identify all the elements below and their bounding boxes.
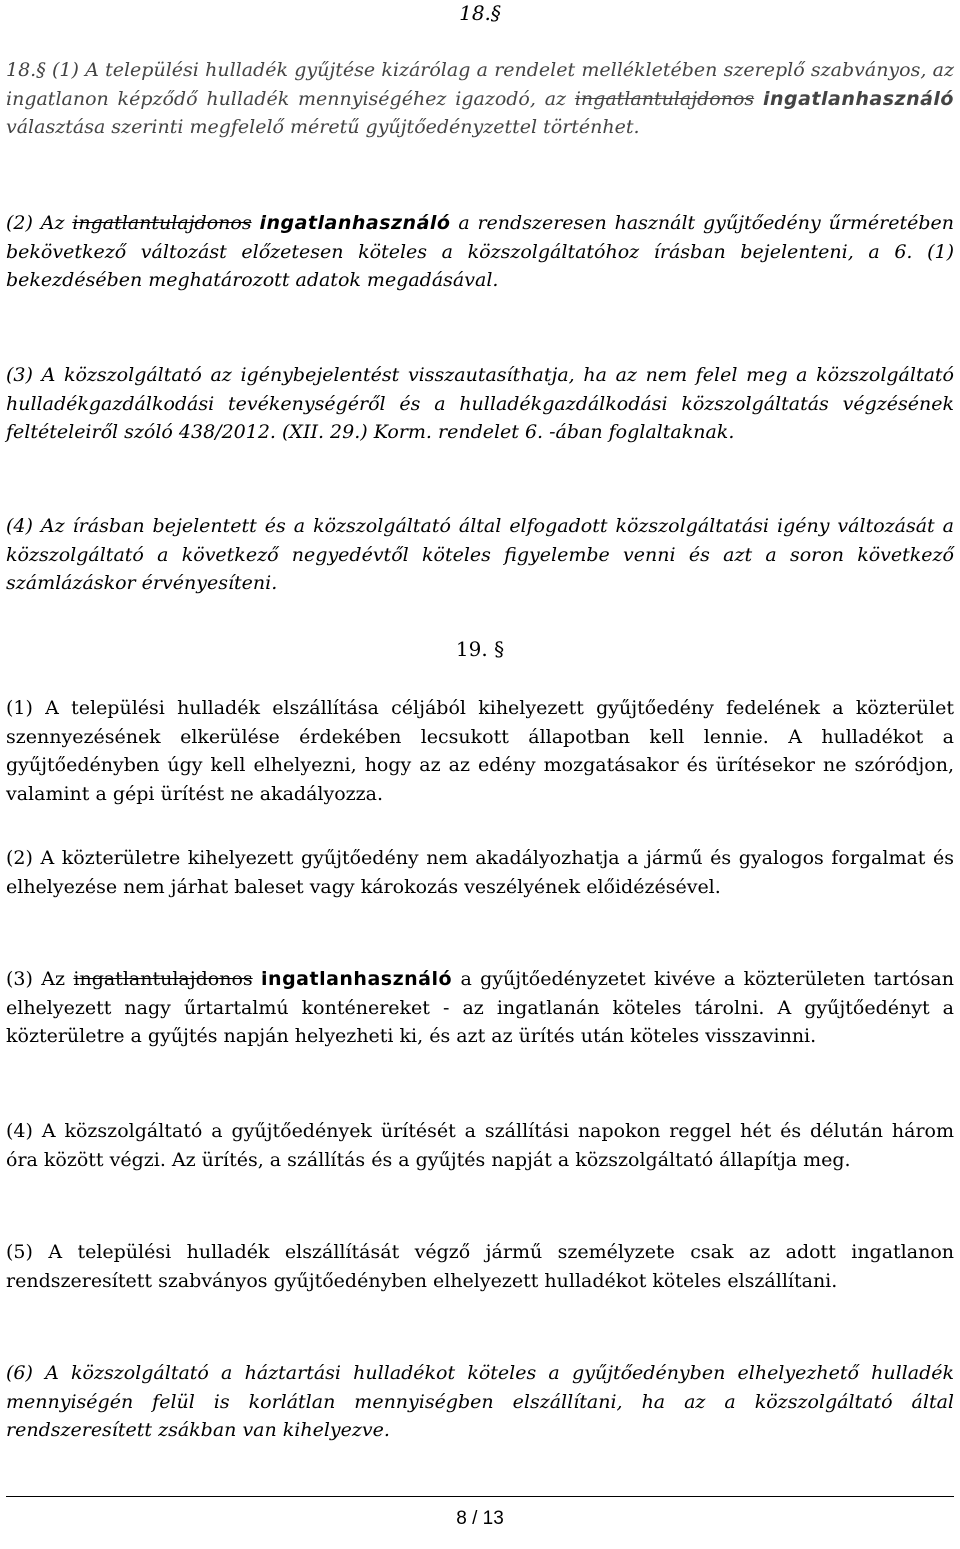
section-heading-19: 19. § <box>455 637 505 661</box>
paragraph-18-3: (3) A közszolgáltató az igénybejelentést visszautasíthatja, ha az nem felel meg a közszolgáltató hulladékgazdálkodási tevékenységéről és a hulladékgazdálkodási közszolgáltatás végzésének feltételeiről szóló 438/2012. (XII. 29.) Korm. rendelet 6. -ában foglaltaknak. <box>6 364 954 443</box>
paragraph-18-1: 18.§ (1) A települési hulladék gyűjtése kizárólag a rendelet mellékletében szereplő szabványos, az ingatlanon képződő hulladék mennyiségéhez igazodó, az ingatlantulajdonos ingatlanhasználó választása szerinti megfelelő méretű gyűjtőedényzettel történhet. <box>6 59 954 138</box>
footer-divider <box>6 1496 954 1497</box>
paragraph-18-4: (4) Az írásban bejelentett és a közszolgáltató által elfogadott közszolgáltatási igény változását a közszolgáltató a következő negyedévtől köteles figyelembe venni és azt a soron következő számlázáskor érvényesíteni. <box>6 515 954 594</box>
paragraph-19-2: (2) A közterületre kihelyezett gyűjtőedény nem akadályozhatja a jármű és gyalogos forgalmat és elhelyezése nem járhat baleset vagy károkozás veszélyének előidézésével. <box>6 847 954 898</box>
paragraph-19-1: (1) A települési hulladék elszállítása céljából kihelyezett gyűjtőedény fedelének a közterület szennyezésének elkerülése érdekében lecsukott állapotban kell lennie. A hulladékot a gyűjtőedényben úgy kell elhelyezni, hogy az az edény mozgatásakor és ürítésekor ne szóródjon, valamint a gépi ürítést ne akadályozza. <box>6 697 954 805</box>
paragraph-19-6: (6) A közszolgáltató a háztartási hulladékot köteles a gyűjtőedényben elhelyezhető hulladék mennyiségén felül is korlátlan mennyiségben elszállítani, ha az a közszolgáltató által rendszeresített zsákban van kihelyezve. <box>6 1362 954 1441</box>
deleted-text: ingatlantulajdonos <box>72 212 252 234</box>
paragraph-18-2: (2) Az ingatlantulajdonos ingatlanhasználó a rendszeresen használt gyűjtőedény űrméretében bekövetkező változást előzetesen köteles a közszolgáltatóhoz írásban bejelenteni, a 6. (1) bekezdésében meghatározott adatok megadásával. <box>6 212 954 291</box>
section-sign-icon: § <box>36 59 52 81</box>
section-heading-18: 18.§ <box>459 1 501 25</box>
inserted-text: ingatlanhasználó <box>762 87 954 110</box>
paragraph-19-5: (5) A települési hulladék elszállítását végző jármű személyzete csak az adott ingatlanon rendszeresített szabványos gyűjtőedényben elhelyezett hulladékot köteles elszállítani. <box>6 1241 954 1292</box>
paragraph-19-3: (3) Az ingatlantulajdonos ingatlanhasználó a gyűjtőedényzetet kivéve a közterületen tartósan elhelyezett nagy űrtartalmú konténereket - az ingatlanán köteles tárolni. A gyűjtőedényt a közterületre a gyűjtés napján helyezheti ki, és azt az ürítés után köteles visszavinni. <box>6 968 954 1047</box>
section-sign-icon: § <box>490 1 501 25</box>
paragraph-19-4: (4) A közszolgáltató a gyűjtőedények ürítését a szállítási napokon reggel hét és délután három óra között végzi. Az ürítés, a szállítás és a gyűjtés napját a közszolgáltató állapítja meg. <box>6 1120 954 1171</box>
deleted-text: ingatlantulajdonos <box>73 968 253 990</box>
page-number: 8 / 13 <box>456 1508 504 1529</box>
paragraph-number: 18. <box>6 59 37 81</box>
deleted-text: ingatlantulajdonos <box>574 87 755 110</box>
inserted-text: ingatlanhasználó <box>259 212 451 234</box>
inserted-text: ingatlanhasználó <box>261 968 453 990</box>
section-sign-icon: § <box>494 637 505 661</box>
